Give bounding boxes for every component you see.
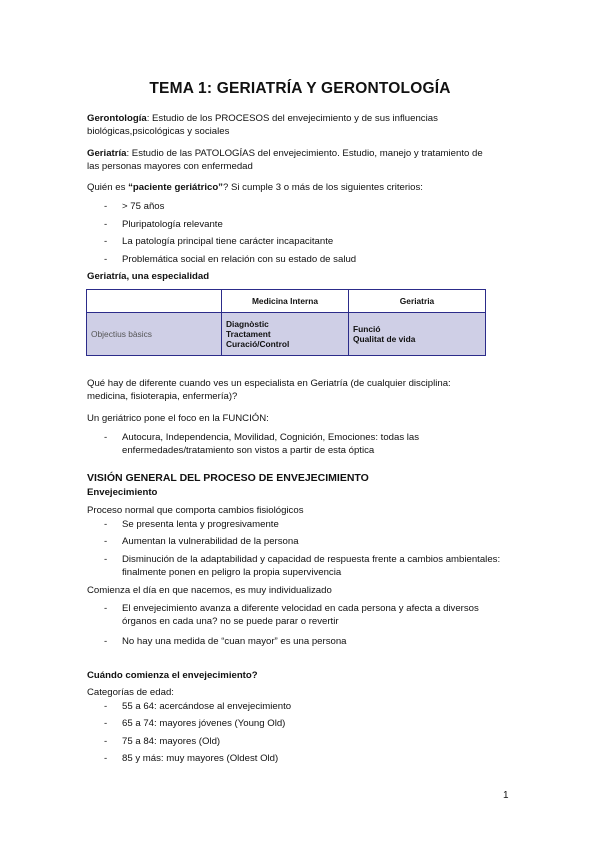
paciente-geriatrico-question: Quién es “paciente geriátrico”? Si cumple 3 o más de los siguientes criterios: xyxy=(87,182,423,193)
page-title: TEMA 1: GERIATRÍA Y GERONTOLOGÍA xyxy=(149,80,451,97)
page-number: 1 xyxy=(503,790,509,801)
cuando-comienza-heading: Cuándo comienza el envejecimiento? xyxy=(87,670,258,681)
table-header-medicina-interna: Medicina Interna xyxy=(222,290,349,313)
cell-medicina-interna: Diagnòstic Tractament Curació/Control xyxy=(222,313,349,356)
table-header-row xyxy=(87,290,486,313)
comienza-paragraph: Comienza el día en que nacemos, es muy individualizado xyxy=(87,585,332,596)
diferencia-question: Qué hay de diferente cuando ves un especialista en Geriatría (de cualquier disciplina: medicina, fisioterapia, enfermería)? xyxy=(87,378,451,402)
gerontologia-definition: Gerontología: Estudio de los PROCESOS del envejecimiento y de sus influencias biológicas,psicológicas y sociales xyxy=(87,113,438,137)
row-label-objectius: Objectius bàsics xyxy=(87,313,222,356)
especialidad-heading: Geriatría, una especialidad xyxy=(87,271,210,282)
table-row xyxy=(87,313,486,356)
table-header-empty xyxy=(87,290,222,313)
categorias-label: Categorías de edad: xyxy=(87,687,174,698)
table-header-geriatria: Geriatria xyxy=(349,290,486,313)
foco-funcion: Un geriátrico pone el foco en la FUNCIÓN: xyxy=(87,413,269,424)
gerontologia-term: Gerontología xyxy=(87,113,147,124)
proceso-normal: Proceso normal que comporta cambios fisiológicos xyxy=(87,505,304,516)
geriatria-term: Geriatría xyxy=(87,148,127,159)
vision-general-heading: VISIÓN GENERAL DEL PROCESO DE ENVEJECIMIENTO xyxy=(87,472,369,484)
specialty-comparison-table xyxy=(86,289,486,356)
geriatria-definition: Geriatría: Estudio de las PATOLOGÍAS del envejecimiento. Estudio, manejo y tratamiento de las personas mayores con enfermedad xyxy=(87,148,483,172)
cell-geriatria: Funció Qualitat de vida xyxy=(349,313,486,356)
envejecimiento-heading: Envejecimiento xyxy=(87,487,158,498)
document-page: TEMA 1: GERIATRÍA Y GERONTOLOGÍA Gerontología: Estudio de los PROCESOS del envejecimiento y de sus influencias biológicas,psicológicas y sociales Geriatría: Estudio de las PATOLOGÍAS del envejecimiento. Estudio, manejo y tratamiento de las personas mayores con enfermedad Quién es “paciente geriátrico”? Si cumple 3 o más de los siguientes criterios: - > 75 años - Pluripatología relevante - La patología principal tiene carácter incapacitante - Problemática social en relación con su estado de salud Geriatría, una especialidad Medicina Interna Geriatria Objectius bàsics Diagnòstic Tractament Curació/Control Funció Qualitat de vida Qué hay de diferente cuando ves un especialista en Geriatría (de cualquier disciplina: medicina, fisioterapia, enfermería)? Un geriátrico pone el foco en la FUNCIÓN: - Autocura, Independencia, Movilidad, Cognición, Emociones: todas las enfermedades/tratamiento son vistos a partir de esta óptica VISIÓN GENERAL DEL PROCESO DE ENVEJECIMIENTO Envejecimiento Proceso normal que comporta cambios fisiológicos - Se presenta lenta y progresivamente - Aumentan la vulnerabilidad de la persona - Disminución de la adaptabilidad y capacidad de respuesta frente a cambios ambientales: finalmente ponen en peligro la propia supervivencia Comienza el día en que nacemos, es muy individualizado - El envejecimiento avanza a diferente velocidad en cada persona y afecta a diversos órganos en cada una? no se puede parar o revertir - No hay una medida de “cuan mayor” es una persona Cuándo comienza el envejecimiento? Categorías de edad: - 55 a 64: acercándose al envejecimiento - 65 a 74: mayores jóvenes (Young Old) - 75 a 84: mayores (Old) - 85 y más: muy mayores (Oldest Old) 1 xyxy=(0,0,600,848)
